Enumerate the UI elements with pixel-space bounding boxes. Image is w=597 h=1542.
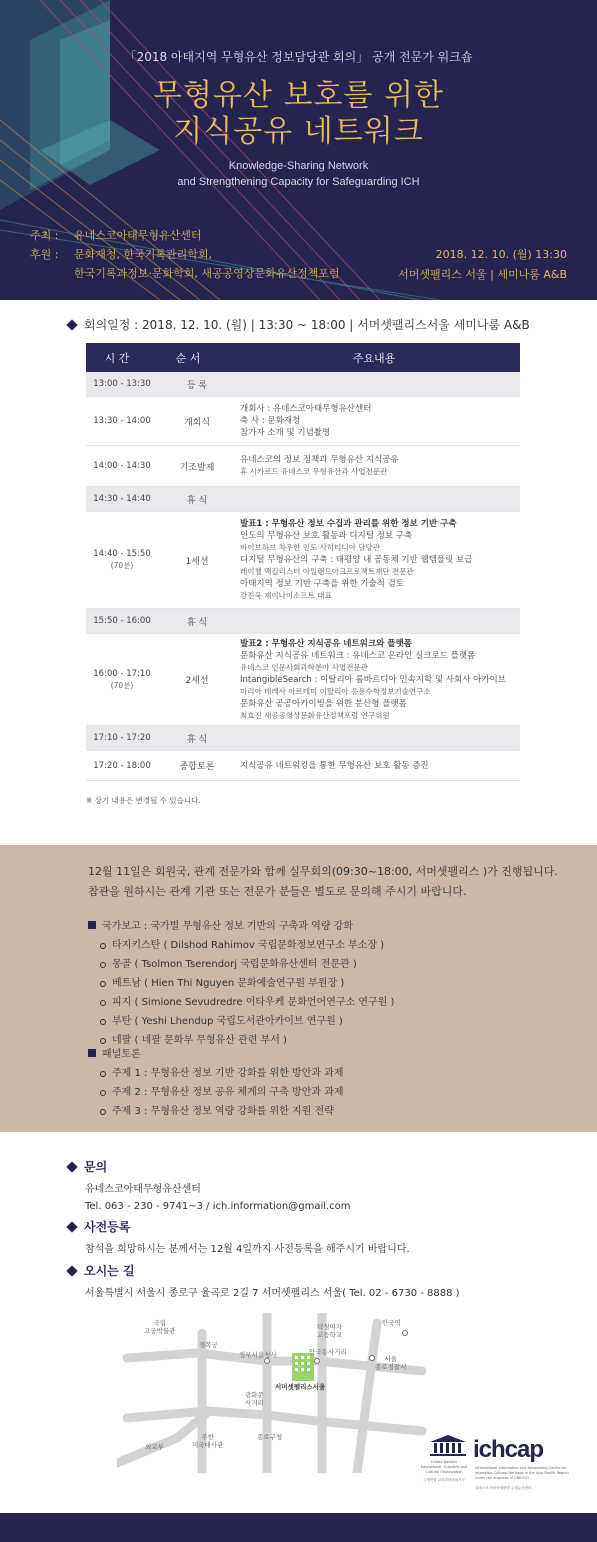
map-label: 경복궁: [199, 1341, 218, 1349]
row-order: 휴 식: [186, 734, 208, 745]
row-order: 개회식: [183, 417, 211, 428]
speaker-line: 강진욱 제이나이소프트 대표: [240, 591, 332, 600]
map-label: 주한 미국대사관: [192, 1433, 224, 1449]
list-item: [88, 1083, 344, 1102]
speaker-line: 마리아 테레사 아르테미 이탈리아 응용수학정보기술연구소: [240, 686, 431, 696]
report-item: 네팔 ( 네팔 문화부 무형유산 관련 부서 ): [112, 1035, 287, 1046]
sponsor-label: 후원 :: [30, 248, 59, 261]
row-time: 15:50 - 16:00: [93, 616, 151, 626]
map-label: 덕성여자 고등학교: [317, 1323, 343, 1339]
panel-discussion: [88, 1045, 344, 1121]
row-time: 17:10 - 17:20: [93, 733, 151, 743]
inquiry-contact[interactable]: Tel. 063 - 230 - 9741~3 / ich.information@gmail.com: [85, 1201, 351, 1212]
row-order: 등 록: [186, 380, 208, 391]
row-duration: (70분): [110, 680, 134, 690]
map-label: 서울 종로경찰서: [375, 1355, 407, 1371]
event-date: 2018. 12. 10. (월) 13:30: [435, 248, 567, 261]
map-label: 국립 고궁박물관: [144, 1319, 176, 1335]
directions-section: [68, 1262, 460, 1302]
sponsor-line-1: 문화재청, 한국기록관리학회,: [74, 248, 213, 261]
meeting-intro: [88, 862, 558, 902]
title-line-1: 무형유산 보호를 위한: [153, 78, 444, 113]
col-content: 주요내용: [352, 351, 396, 365]
table-header: [86, 343, 520, 372]
panel-heading: [88, 1045, 344, 1060]
circle-bullet-icon: [100, 981, 106, 987]
intro-line-1: 12월 11일은 회원국, 관계 전문가와 함께 실무회의(09:30~18:00, 서머셋팰리스 )가 진행됩니다.: [88, 865, 558, 878]
report-item: 부탄 ( Yeshi Lhendup 국립도서관아카이브 연구원 ): [112, 1016, 343, 1027]
report-item: 피지 ( Simione Sevudredre 이타우케 문화언어연구소 연구원 ): [112, 997, 395, 1008]
schedule-heading-text: 회의일정 : 2018. 12. 10. (월) | 13:30 ~ 18:00 | 서머셋팰리스서울 세미나룸 A&B: [84, 318, 530, 332]
reports-heading: [88, 917, 394, 932]
col-order: 순 서: [175, 351, 201, 365]
registration-heading-text: 사전등록: [84, 1220, 131, 1234]
table-row: [86, 372, 520, 397]
circle-bullet-icon: [100, 1019, 106, 1025]
list-item: [88, 1102, 344, 1121]
event-venue: 서머셋팰리스 서울 | 세미나룸 A&B: [398, 268, 567, 281]
row-content: [236, 617, 520, 625]
map-label: 안국역: [382, 1319, 401, 1327]
report-item: 베트남 ( Hien Thi Nguyen 문화예술연구원 부원장 ): [112, 978, 345, 989]
content-line: IntangibleSearch : 이탈리아 롬바르디아 민속지학 및 사회사 아카이브: [240, 674, 506, 685]
intro-line-2: 참관을 원하시는 관계 기관 또는 전문가 분들은 별도로 문의해 주시기 바랍니다.: [88, 885, 467, 898]
english-title: [0, 158, 597, 190]
organizers: [30, 226, 340, 283]
list-item: [88, 1012, 394, 1031]
square-bullet-icon: [88, 1049, 96, 1057]
row-order: 휴 식: [186, 617, 208, 628]
speaker-line: 유네스코 인문사회과학분야 사업전문관: [240, 662, 368, 672]
panel-item: 주제 2 : 무형유산 정보 공유 체계의 구축 방안과 과제: [112, 1087, 344, 1098]
row-content: [236, 399, 520, 443]
row-order: 1세션: [185, 556, 209, 567]
content-line: 아태지역 정보 기반 구축을 위한 기술적 검토: [240, 579, 405, 589]
inquiry-heading-text: 문의: [84, 1160, 108, 1174]
host-label: 주최 :: [30, 229, 59, 242]
row-time: [86, 548, 158, 572]
content-line: 축 사 : 문화재청: [240, 416, 301, 426]
table-row: [86, 726, 520, 751]
unesco-logo-text: United Nations Educational, Scientific and Cultural Organization: [420, 1460, 468, 1474]
inquiry-section: [68, 1158, 351, 1215]
row-time: 13:00 - 13:30: [93, 379, 151, 389]
schedule-table: [86, 343, 520, 781]
panel-item: 주제 3 : 무형유산 정보 역량 강화를 위한 지원 전략: [112, 1106, 334, 1117]
unesco-logo-text-kr: 국제연합 교육과학문화기구: [423, 1478, 465, 1482]
speaker-line: 바이브하브 차우한 인도 사히티디아 담당관: [240, 543, 380, 552]
content-line: 지식공유 네트워킹을 통한 무형유산 보호 활동 증진: [240, 760, 429, 771]
row-content: [236, 450, 520, 482]
row-content: [236, 734, 520, 742]
row-duration: (70분): [110, 561, 134, 570]
row-content: [236, 514, 520, 606]
row-content: [236, 756, 520, 776]
row-order: 2세션: [185, 676, 209, 686]
content-line: 디지털 무형유산의 구축 : 태평양 내 공동체 기반 웹템플릿 보급: [240, 555, 473, 565]
circle-bullet-icon: [100, 1038, 106, 1044]
table-row: [86, 397, 520, 446]
report-item: 몽골 ( Tsolmon Tserendorj 국립문화유산센터 전문관 ): [112, 959, 357, 970]
row-order: 종합토론: [179, 762, 215, 772]
ichcap-logo-text: International Information and Networking Centre for Intangible Cultural Heritage in the Asia-Pacific Region under the auspices of UNESCO: [475, 1466, 569, 1480]
list-item: [88, 936, 394, 955]
english-title-line-1: Knowledge-Sharing Network: [228, 160, 369, 172]
list-item: [88, 1064, 344, 1083]
list-item: [88, 993, 394, 1012]
circle-bullet-icon: [100, 943, 106, 949]
map-label: 안국동사거리: [309, 1348, 347, 1356]
english-title-line-2: and Strengthening Capacity for Safeguarding ICH: [177, 176, 420, 188]
schedule-heading: [68, 316, 530, 333]
content-line: 문화유산 공공아카이빙을 위한 분산형 플랫폼: [240, 698, 407, 709]
header-banner: [0, 0, 597, 300]
session-title: 발표1 : 무형유산 정보 수집과 관리를 위한 정보 기반 구축: [240, 519, 457, 529]
row-time-text: 14:40 - 15:50: [93, 549, 151, 559]
session-title: 발표2 : 무형유산 지식공유 네트워크와 플랫폼: [240, 638, 412, 649]
list-item: [88, 974, 394, 993]
table-row: [86, 751, 520, 781]
table-row: [86, 609, 520, 634]
directions-heading-text: 오시는 길: [84, 1264, 135, 1278]
row-time-text: 16:00 - 17:10: [93, 668, 151, 679]
diamond-bullet-icon: [66, 1221, 77, 1232]
content-line: 문화유산 지식공유 네트워크 : 유네스코 온라인 실크로드 플랫폼: [240, 650, 476, 661]
table-row: [86, 487, 520, 512]
event-subtitle: 「2018 아태지역 무형유산 정보담당관 회의」 공개 전문가 워크숍: [124, 50, 473, 64]
content-line: 참가자 소개 및 기념촬영: [240, 428, 331, 438]
sponsor-line-2: 한국기록과정보·문화학회, 새공공영상문화유산정책포럼: [74, 267, 340, 280]
directions-heading: [68, 1262, 460, 1279]
circle-bullet-icon: [100, 1109, 106, 1115]
diamond-bullet-icon: [66, 1265, 77, 1276]
circle-bullet-icon: [100, 1000, 106, 1006]
table-row: [86, 446, 520, 487]
table-row: [86, 634, 520, 726]
row-time: [86, 668, 158, 692]
content-line: 개회사 : 유네스코아태무형유산센터: [240, 404, 372, 414]
row-time: 13:30 - 14:00: [93, 416, 151, 426]
inquiry-org: 유네스코아태무형유산센터: [85, 1184, 201, 1195]
row-time: 14:00 - 14:30: [93, 461, 151, 471]
content-line: 인도의 무형유산 보호 활동과 디지털 정보 구축: [240, 531, 413, 541]
host-name: 유네스코아태무형유산센터: [74, 229, 202, 242]
row-order: 기조발제: [179, 462, 215, 473]
square-bullet-icon: [88, 921, 96, 929]
location-map: [117, 1313, 427, 1473]
logos: [420, 1430, 570, 1500]
schedule-note: ※ 상기 내용은 변경될 수 있습니다.: [86, 796, 201, 805]
directions-address: 서울특별시 서울시 종로구 율곡로 2길 7 서머셋팰리스 서울( Tel. 02 - 6730 - 8888 ): [85, 1288, 460, 1299]
content-line: 유네스코의 정보 정책과 무형유산 지식공유: [240, 455, 399, 465]
map-label: 외교부: [145, 1443, 164, 1451]
panel-heading-text: 패널토론: [102, 1049, 141, 1060]
map-label: 종로구청: [257, 1433, 283, 1441]
row-time: 17:20 - 18:00: [93, 760, 151, 771]
table-row: [86, 512, 520, 609]
working-meeting-section: [0, 845, 597, 1132]
circle-bullet-icon: [100, 962, 106, 968]
circle-bullet-icon: [100, 1090, 106, 1096]
row-content: [236, 380, 520, 388]
row-time: 14:30 - 14:40: [93, 494, 151, 504]
speaker-line: 최효진 새공공영상문화유산정책포럼 연구위원: [240, 710, 390, 720]
ichcap-logo-text-kr: 유네스코 아시아태평양 무형유산센터: [475, 1486, 532, 1490]
diamond-bullet-icon: [66, 319, 77, 330]
event-date-venue: [398, 245, 567, 285]
row-content: [236, 495, 520, 503]
row-content: [236, 634, 520, 726]
title-line-2: 지식공유 네트워크: [173, 114, 424, 149]
map-label: 정부서울청사: [239, 1351, 277, 1359]
page-title: [0, 78, 597, 150]
list-item: [88, 955, 394, 974]
reports-heading-text: 국가보고 : 국가별 무형유산 정보 기반의 구축과 역량 강화: [102, 921, 353, 932]
report-item: 타지키스탄 ( Dilshod Rahimov 국립문화정보연구소 부소장 ): [112, 940, 385, 951]
speaker-line: 휴 시카르드 유네스코 무형유산과 사업전문관: [240, 467, 388, 476]
map-label-somerset: 서머셋팰리스서울: [275, 1383, 326, 1391]
unesco-logo-icon: [430, 1435, 466, 1457]
row-order: 휴 식: [186, 495, 208, 506]
registration-section: [68, 1218, 410, 1258]
circle-bullet-icon: [100, 1071, 106, 1077]
registration-text: 참석을 희망하시는 분께서는 12월 4일까지 사전등록을 해주시기 바랍니다.: [85, 1244, 410, 1255]
speaker-line: 레이첼 맥길리스터 아일랜드아크프로젝트재단 전문관: [240, 567, 414, 576]
ichcap-logo: ichcap: [473, 1436, 544, 1463]
panel-item: 주제 1 : 무형유산 정보 기반 강화를 위한 방안과 과제: [112, 1068, 344, 1079]
country-reports: [88, 917, 394, 1050]
registration-heading: [68, 1218, 410, 1235]
inquiry-heading: [68, 1158, 351, 1175]
col-time: 시 간: [104, 351, 130, 365]
footer-bar: [0, 1513, 597, 1542]
diamond-bullet-icon: [66, 1161, 77, 1172]
map-label: 광화문 사거리: [245, 1391, 264, 1407]
